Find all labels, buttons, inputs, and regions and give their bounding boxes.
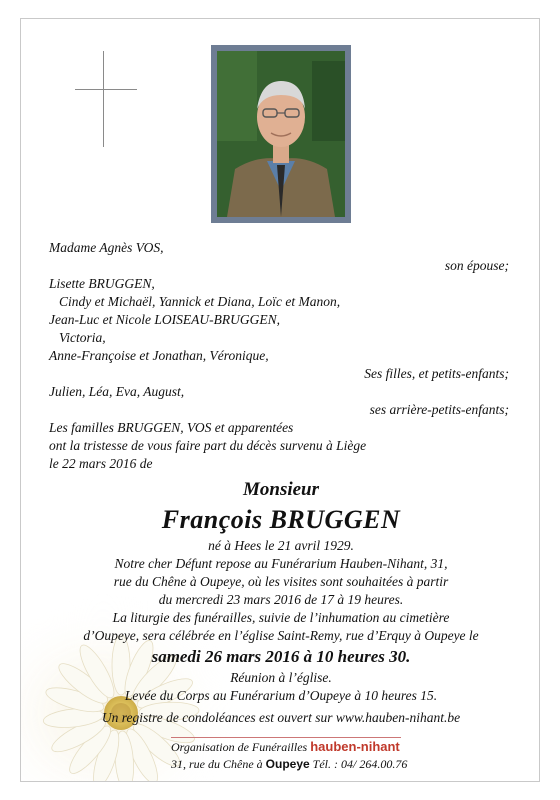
deceased-title: Monsieur (242, 479, 320, 500)
footer-address-prefix: 31, rue du Chêne à (171, 757, 263, 771)
condolences-line: Un registre de condoléances est ouvert sur www.hauben-nihant.be (101, 710, 461, 725)
footer-phone: Tél. : 04/ 264.00.76 (312, 757, 408, 771)
footer-brand: hauben-nihant (310, 739, 400, 754)
child-3: Anne-Françoise et Jonathan, Véronique, (49, 348, 269, 363)
announcement-line-1: ont la tristesse de vous faire part du décès survenu à Liège (49, 438, 367, 453)
details-line-4: La liturgie des funérailles, suivie de l’inhumation au cimetière (112, 610, 450, 625)
portrait-photo (217, 51, 345, 217)
details-line-5: d’Oupeye, sera célébrée en l’église Saint-Remy, rue d’Erquy à Oupeye le (83, 628, 479, 643)
portrait-frame (211, 45, 351, 223)
cross-icon-horizontal (75, 89, 137, 90)
details-line-3: du mercredi 23 mars 2016 de 17 à 19 heures. (158, 592, 404, 607)
cross-icon-vertical (103, 51, 104, 147)
deceased-name: François BRUGGEN (161, 505, 401, 534)
families-line: Les familles BRUGGEN, VOS et apparentées (49, 420, 294, 435)
child-2: Jean-Luc et Nicole LOISEAU-BRUGGEN, (49, 312, 280, 327)
obituary-card (20, 18, 540, 782)
footer-address (171, 757, 407, 772)
spouse-name: Madame Agnès VOS, (49, 240, 164, 255)
footer-divider (171, 737, 401, 738)
details-line-2: rue du Chêne à Oupeye, où les visites sont souhaitées à partir (113, 574, 449, 589)
details-line-6: Réunion à l’église. (230, 670, 332, 685)
great-grandchildren-role: ses arrière-petits-enfants; (369, 402, 509, 417)
footer-organisation (171, 739, 400, 755)
grandchildren-1: Cindy et Michaël, Yannick et Diana, Loïc et Manon, (59, 294, 341, 309)
details-line-7: Levée du Corps au Funérarium d’Oupeye à 10 heures 15. (124, 688, 438, 703)
children-role: Ses filles, et petits-enfants; (364, 366, 509, 381)
grandchildren-2: Victoria, (59, 330, 106, 345)
ceremony-date: samedi 26 mars 2016 à 10 heures 30. (151, 647, 411, 666)
great-grandchildren: Julien, Léa, Eva, August, (49, 384, 185, 399)
announcement-line-2: le 22 mars 2016 de (49, 456, 153, 471)
details-line-1: Notre cher Défunt repose au Funérarium Hauben-Nihant, 31, (114, 556, 448, 571)
footer-org-label: Organisation de Funérailles (171, 740, 308, 754)
deceased-birth: né à Hees le 21 avril 1929. (208, 538, 354, 553)
child-1: Lisette BRUGGEN, (49, 276, 155, 291)
portrait-illustration (217, 51, 345, 217)
footer-address-town: Oupeye (265, 757, 310, 771)
spouse-role: son épouse; (444, 258, 509, 273)
